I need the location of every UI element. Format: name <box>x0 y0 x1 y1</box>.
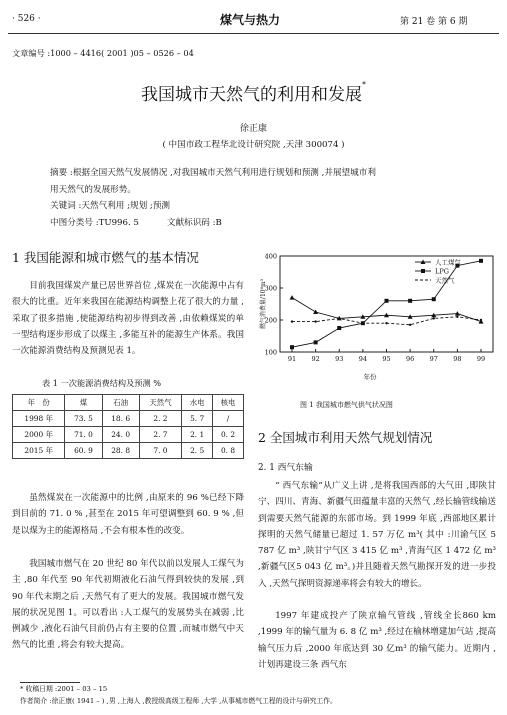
clc-number: 中图分类号 :TU996. 5 <box>50 217 139 228</box>
table-header: 年 份 <box>13 395 65 411</box>
abstract <box>50 165 470 231</box>
affiliation: ( 中国市政工程华北设计研究院 ,天津 300074 ) <box>162 140 345 150</box>
journal-name: 煤气与热力 <box>220 13 281 27</box>
table-header: 核电 <box>213 395 244 411</box>
data-point <box>313 310 318 315</box>
data-point <box>456 316 458 318</box>
data-point <box>314 340 318 344</box>
section-1-paragraph-2: 虽然煤炭在一次能源中的比例 ,由原来的 96 %已经下降到目前的 71. 0 % ,甚至在 2015 年可望调整到 60. 9 % ,但是以煤为主的能源格局 ,不会有根本性的改变。 <box>12 493 244 536</box>
y-tick-label: 200 <box>264 316 277 325</box>
page-number: · 526 · <box>12 14 41 24</box>
data-point <box>480 319 482 321</box>
legend-marker <box>421 269 425 273</box>
data-point <box>338 317 340 319</box>
y-tick-label: 400 <box>264 252 277 261</box>
data-point <box>385 322 387 324</box>
table-header: 石油 <box>102 395 139 411</box>
series-line <box>292 261 481 347</box>
section-2-heading: 2 全国城市利用天然气规划情况 <box>258 430 433 445</box>
header-rule <box>8 33 499 34</box>
data-point <box>479 259 483 263</box>
x-tick-label: 96 <box>405 355 415 363</box>
data-point <box>408 299 412 303</box>
x-tick-label: 99 <box>476 355 486 363</box>
classification <box>50 215 470 232</box>
section-1-heading: 1 我国能源和城市燃气的基本情况 <box>12 250 199 265</box>
y-tick-label: 300 <box>264 284 277 293</box>
x-tick-label: 91 <box>287 355 297 363</box>
chart-frame <box>280 256 493 352</box>
table-row: 1998 年 73. 5 18. 6 2. 2 5. 7 / <box>13 411 244 427</box>
section-2-paragraph-2: 1997 年建成投产了陕京输气管线 ,管线全长860 km ,1999 年的输气量为 6. 8 亿 m³ ,经过在榆林增建加气站 ,提高输气压力后 ,2000 年底达到 30 亿m³ 的输气能力。近期内 ,计划再建设三条 西气东 <box>258 611 496 670</box>
legend-label: 天然气 <box>435 276 455 285</box>
section-1-paragraph-1: 目前我国煤炭产量已居世界首位 ,煤炭在一次能源中占有很大的比重。近年来我国在能源结构调整上花了很大的力量 ,采取了很多措施 ,使能源结构初步得到改善 ,由依赖煤炭的单一型结构逐步形成了以煤主 ,多能互补的能源生产体系。我国一次能源消费结构及预测见表 1。 <box>12 281 244 357</box>
table-row: 2000 年 71. 0 24. 0 2. 7 2. 1 0. 2 <box>13 427 244 443</box>
data-point <box>337 326 341 330</box>
article-number: 文章编号 :1000 – 4416( 2001 )05 – 0526 – 04 <box>12 48 194 58</box>
table-header: 水电 <box>182 395 213 411</box>
gas-supply-chart <box>255 250 500 385</box>
chart-y-axis-label: 燃气消费量/10⁸m³ <box>260 278 267 330</box>
data-point <box>385 299 389 303</box>
x-tick-label: 92 <box>311 355 320 363</box>
energy-table <box>12 394 244 459</box>
x-tick-label: 97 <box>429 355 438 363</box>
legend-label: LPG <box>435 267 449 276</box>
x-tick-label: 93 <box>335 355 344 363</box>
author: 徐正康 <box>239 124 267 134</box>
x-tick-label: 95 <box>382 355 391 363</box>
x-tick-label: 98 <box>453 355 462 363</box>
section-2-paragraph-1: “ 西气东输”从广义上讲 ,是将我国西部的大气田 ,即陕甘宁、四川、青海、新疆气田蕴量丰富的天然气 ,经长输管线输送到需要天然气能源的东部市场。到 1999 年底 ,西部地区累计探明的天然气储量已超过 1. 57 万亿 m³( 其中 :川渝气区 5 787 亿 m³ ,陕甘宁气区 3 415 亿 m³ ,青海气区 1 472 亿 m³ ,新疆气区5 043 亿 m³。)并且随着天然气勘探开发的进一步投入 ,天然气探明资源递率将会有较大的增长。 <box>258 481 496 589</box>
data-point <box>409 324 411 326</box>
data-point <box>290 345 294 349</box>
table-header: 煤 <box>65 395 102 411</box>
legend-label: 人工煤气 <box>435 258 461 267</box>
keywords: 关键词 :天然气利用 ;规划 ;预测 <box>50 201 171 211</box>
footnote-received: * 收稿日期 :2001 – 03 – 15 <box>20 685 108 693</box>
footnote-rule <box>20 682 80 683</box>
table-caption: 表 1 一次能源消费结构及预测 % <box>42 378 162 388</box>
abstract-line: 摘要 :根据全国天然气发展情况 ,对我国城市天然气利用进行规划和预测 ,并展望城市利 <box>50 168 376 178</box>
section-1-paragraph-3: 我国城市燃气在 20 世纪 80 年代以前以发展人工煤气为主 ,80 年代至 90 年代初期液化石油气得到较快的发展 ,到 90 年代末期之后 ,天然气有了更大的发展。我国城市燃气发展的状况见图 1。可以看出 :人工煤气的发展势头在减弱 ,比例减少 ,液化石油气目前仍占有主要的位置 ,而城市燃气中天然气的比重 ,将会有较大提高。 <box>12 559 245 651</box>
table-row: 2015 年 60. 9 28. 8 7. 0 2. 5 0. 8 <box>13 443 244 459</box>
chart-x-axis-label: 年份 <box>363 373 377 381</box>
footnote-author-bio: 作者简介 :徐正康( 1941 – ) ,男 ,上海人 ,教授级高级工程师 ,大学 ,从事城市燃气工程的设计与研究工作。 <box>20 697 337 705</box>
abstract-line: 用天然气的发展形势。 <box>50 184 136 195</box>
y-tick-label: 100 <box>264 348 277 357</box>
paper-title: 我国城市天然气的利用和发展* <box>141 80 366 105</box>
issue-info: 第 21 卷 第 6 期 <box>400 17 468 27</box>
x-tick-label: 94 <box>358 355 368 363</box>
data-point <box>290 295 295 300</box>
data-point <box>291 320 293 322</box>
data-point <box>432 297 436 301</box>
table-header: 天然气 <box>139 395 181 411</box>
data-point <box>433 317 435 319</box>
data-point <box>362 322 364 324</box>
figure-caption: 图 1 我国城市燃气供气状况图 <box>300 401 393 409</box>
document-code: 文献标识码 :B <box>166 217 222 228</box>
table-header-row <box>13 395 244 411</box>
data-point <box>314 320 316 322</box>
subsection-2-1-heading: 2. 1 西气东输 <box>258 463 313 473</box>
